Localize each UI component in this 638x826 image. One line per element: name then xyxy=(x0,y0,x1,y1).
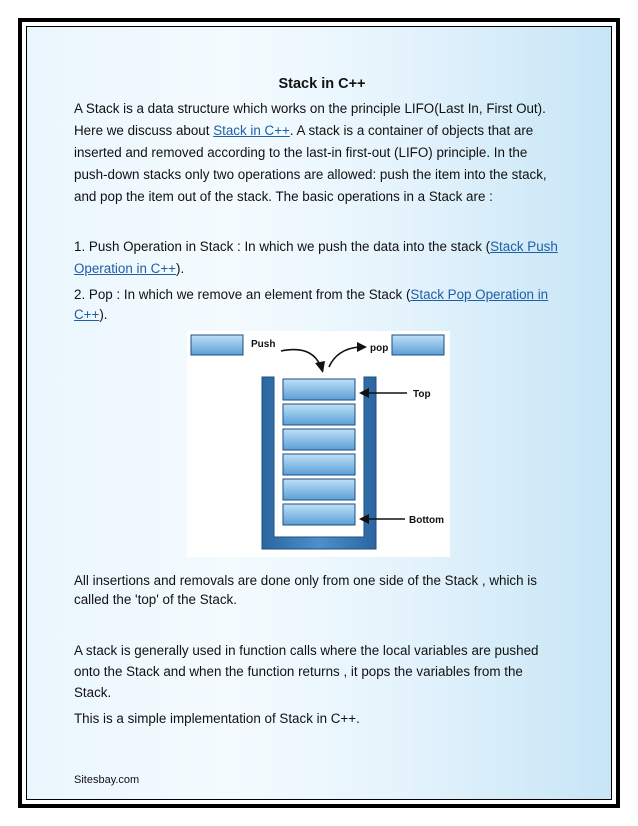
stack-block-6 xyxy=(283,504,355,525)
intro-line-4: push-down stacks only two operations are allowed: push the item into the stack, xyxy=(74,167,547,182)
push-arrowhead-icon xyxy=(315,361,325,373)
pop-label: pop xyxy=(370,343,389,354)
page-title: Stack in C++ xyxy=(278,76,366,92)
stack-diagram-svg xyxy=(187,331,450,557)
para3-line-2: onto the Stack and when the function returns , it pops the variables from the xyxy=(74,664,523,679)
intro-line-5: and pop the item out of the stack. The basic operations in a Stack are : xyxy=(74,189,493,204)
stack-pop-link-cont[interactable]: C++ xyxy=(74,307,100,322)
para2-line-1: All insertions and removals are done only from one side of the Stack , which is xyxy=(74,573,537,588)
pop-arrow-icon xyxy=(329,347,359,367)
stack-block-3 xyxy=(283,429,355,450)
intro-line-2: Here we discuss about Stack in C++. A stack is a container of objects that are xyxy=(74,123,534,138)
stack-blocks xyxy=(283,379,355,525)
push-item-block xyxy=(191,335,243,355)
push-arrow-icon xyxy=(281,350,320,365)
intro-line-1: A Stack is a data structure which works on the principle LIFO(Last In, First Out). xyxy=(74,101,546,116)
stack-in-cpp-link[interactable]: Stack in C++ xyxy=(213,123,290,138)
pop-arrowhead-icon xyxy=(357,342,367,352)
stack-block-5 xyxy=(283,479,355,500)
pop-item-block xyxy=(392,335,444,355)
pop-operation-line: 2. Pop : In which we remove an element from the Stack (Stack Pop Operation in xyxy=(74,287,549,302)
para3-line-1: A stack is generally used in function calls where the local variables are pushed xyxy=(74,643,539,658)
top-label: Top xyxy=(413,389,431,400)
stack-push-link[interactable]: Stack Push xyxy=(490,239,558,254)
push-operation-line-2: Operation in C++). xyxy=(74,261,185,276)
para4: This is a simple implementation of Stack in C++. xyxy=(74,711,360,726)
push-label: Push xyxy=(251,339,276,350)
para2-line-2: called the 'top' of the Stack. xyxy=(74,592,237,607)
stack-push-link-cont[interactable]: Operation in C++ xyxy=(74,261,176,276)
stack-block-4 xyxy=(283,454,355,475)
para3-line-3: Stack. xyxy=(74,685,112,700)
bottom-label: Bottom xyxy=(409,515,444,526)
push-operation-line: 1. Push Operation in Stack : In which we push the data into the stack (Stack Push xyxy=(74,239,558,254)
footer-site-name: Sitesbay.com xyxy=(74,774,140,786)
stack-block-2 xyxy=(283,404,355,425)
stack-block-1 xyxy=(283,379,355,400)
stack-diagram xyxy=(187,331,450,557)
stack-pop-link[interactable]: Stack Pop Operation in xyxy=(410,287,549,302)
pop-operation-line-2: C++). xyxy=(74,307,108,322)
intro-line-3: inserted and removed according to the last-in first-out (LIFO) principle. In the xyxy=(74,145,528,160)
